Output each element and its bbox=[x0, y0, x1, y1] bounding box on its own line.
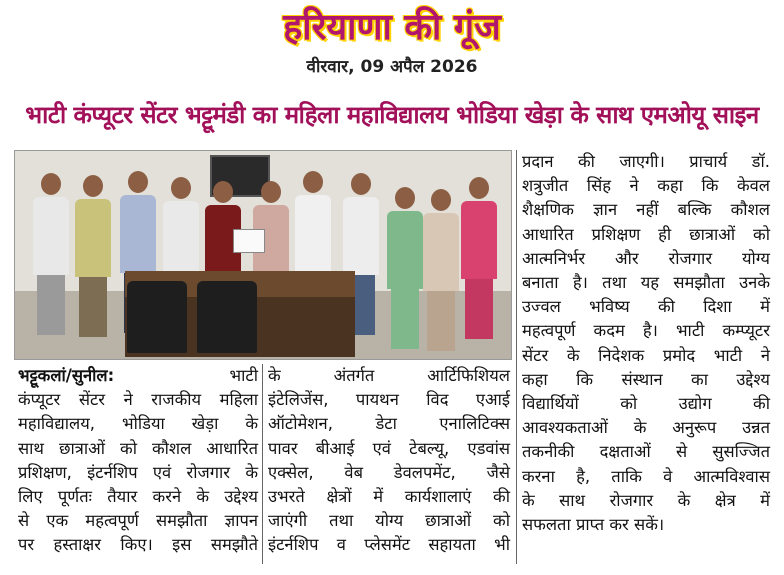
column-line: सफलता प्राप्त कर सकें। bbox=[522, 515, 665, 535]
column-line: जाएंगी तथा योग्य छात्राओं को bbox=[268, 511, 510, 531]
column-line: शैक्षणिक ज्ञान नहीं बल्कि कौशल bbox=[522, 200, 770, 220]
column-line: करना है, ताकि वे आत्मविश्वास bbox=[522, 466, 770, 486]
photo-person bbox=[33, 173, 69, 335]
column-divider bbox=[262, 364, 263, 564]
article-column-1 bbox=[18, 364, 258, 558]
column-line: इंटेलिजेंस, पायथन विद एआई bbox=[268, 390, 510, 410]
column-line: प्रशिक्षण, इंटर्नशिप एवं रोजगार के bbox=[18, 462, 258, 482]
column-line: से एक महत्वपूर्ण समझौता ज्ञापन bbox=[18, 511, 258, 531]
article-headline: भाटी कंप्यूटर सेंटर भट्टूमंडी का महिला महाविद्यालय भोडिया खेड़ा के साथ एमओयू साइन bbox=[25, 101, 759, 129]
column-line: आधारित प्रशिक्षण ही छात्राओं को bbox=[522, 224, 770, 244]
office-chair bbox=[197, 281, 257, 353]
photo-person bbox=[461, 177, 497, 339]
column-line: बनाता है। तथा यह समझौता उनके bbox=[522, 273, 770, 293]
mou-document bbox=[233, 229, 265, 253]
article-column-2 bbox=[268, 364, 510, 558]
column-line: पर हस्ताक्षर किए। इस समझौते bbox=[18, 535, 258, 555]
column-divider bbox=[516, 150, 517, 564]
column-line: कंप्यूटर सेंटर ने राजकीय महिला bbox=[18, 390, 258, 410]
column-line: के साथ रोजगार के क्षेत्र में bbox=[522, 490, 770, 510]
issue-date: वीरवार, 09 अपैल 2026 bbox=[306, 57, 478, 77]
column-line: उभरते क्षेत्रों में कार्यशालाएं की bbox=[268, 487, 510, 507]
column-line: ऑटोमेशन, डेटा एनालिटिक्स bbox=[268, 414, 510, 434]
column-line: के अंतर्गत आर्टिफिशियल bbox=[268, 366, 510, 385]
column-line: महाविद्यालय, भोडिया खेड़ा के bbox=[18, 414, 258, 434]
column-line: लिए पूर्णतः तैयार करने के उद्देश्य bbox=[18, 487, 258, 507]
column-line: पावर बीआई एवं टेबल्यू, एडवांस bbox=[268, 438, 510, 458]
column-line: आवश्यकताओं के अनुरूप उन्नत bbox=[522, 418, 770, 438]
photo-person bbox=[423, 189, 459, 351]
office-chair bbox=[127, 281, 187, 353]
column-line: महत्वपूर्ण कदम है। भाटी कम्प्यूटर bbox=[522, 321, 770, 341]
column-line: एक्सेल, वेब डेवलपमेंट, जैसे bbox=[268, 462, 510, 482]
article-byline: भट्टूकलां/सुनील: bbox=[18, 366, 115, 385]
column-line: इंटर्नशिप व प्लेसमेंट सहायता भी bbox=[268, 535, 510, 555]
column-line bbox=[18, 364, 258, 388]
column-line: शत्रुजीत सिंह ने कहा कि केवल bbox=[522, 176, 770, 196]
mou-signing-photo bbox=[14, 150, 512, 360]
column-line: तकनीकी दक्षताओं से सुसज्जित bbox=[522, 442, 770, 462]
newspaper-masthead: हरियाणा की गूंज bbox=[283, 7, 501, 48]
column-line: साथ छात्राओं को कौशल आधारित bbox=[18, 438, 258, 458]
column-line-text: भाटी bbox=[114, 366, 258, 385]
column-line: उज्वल भविष्य की दिशा में bbox=[522, 297, 770, 317]
column-line: कहा कि संस्थान का उद्देश्य bbox=[522, 369, 770, 389]
column-line: प्रदान की जाएगी। प्राचार्य डॉ. bbox=[522, 152, 770, 171]
column-line: आत्मनिर्भर और रोजगार योग्य bbox=[522, 248, 770, 268]
photo-person bbox=[387, 187, 423, 349]
column-line: विद्यार्थियों को उद्योग की bbox=[522, 394, 770, 414]
photo-person bbox=[75, 175, 111, 337]
column-line: सेंटर के निदेशक प्रमोद भाटी ने bbox=[522, 345, 770, 365]
article-column-3 bbox=[522, 150, 770, 537]
